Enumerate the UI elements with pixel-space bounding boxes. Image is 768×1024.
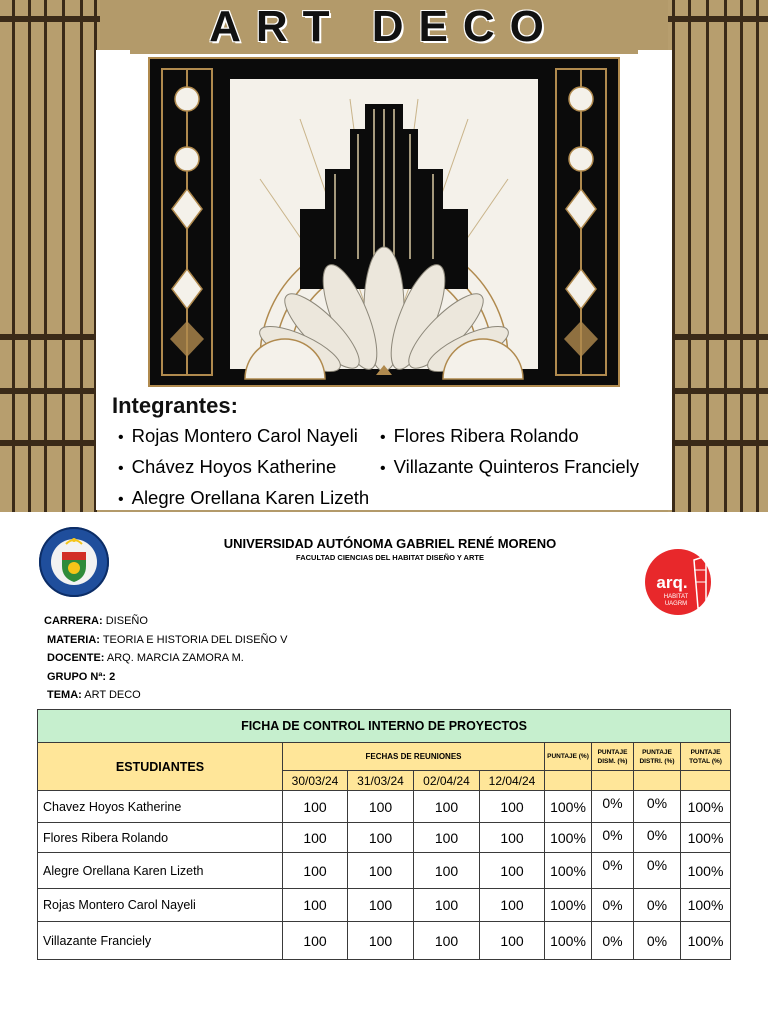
total-cell: 100% — [681, 853, 731, 889]
faculty-name: FACULTAD CIENCIAS DEL HABITAT DISEÑO Y ARTE — [296, 553, 484, 562]
score-cell: 100 — [414, 853, 480, 889]
arq-habitat-logo — [636, 548, 720, 616]
header-puntaje-total: PUNTAJE TOTAL (%) — [681, 743, 731, 771]
puntaje-cell: 100% — [545, 823, 592, 853]
header-date: 02/04/24 — [414, 771, 480, 791]
member-item: • Chávez Hoyos Katherine — [118, 452, 369, 483]
distri-cell: 0% — [634, 853, 681, 889]
header-blank — [545, 771, 592, 791]
members-heading: Integrantes: — [112, 393, 238, 418]
course-meta — [44, 612, 287, 705]
distri-cell: 0% — [634, 791, 681, 823]
score-cell: 100 — [480, 823, 545, 853]
members-list-right — [380, 421, 639, 483]
total-cell: 100% — [681, 922, 731, 960]
header-date: 31/03/24 — [348, 771, 414, 791]
right-wood-panel — [668, 0, 768, 512]
score-cell: 100 — [348, 889, 414, 922]
control-table — [37, 709, 731, 960]
header-date: 12/04/24 — [480, 771, 545, 791]
distri-cell: 0% — [634, 889, 681, 922]
cover-title: ART DECO — [209, 2, 559, 51]
university-seal-logo — [38, 526, 110, 598]
student-name: Rojas Montero Carol Nayeli — [38, 889, 283, 922]
score-cell: 100 — [348, 922, 414, 960]
meta-materia: MATERIA: TEORIA E HISTORIA DEL DISEÑO V — [47, 633, 288, 646]
score-cell: 100 — [480, 922, 545, 960]
left-wood-panel — [0, 0, 100, 512]
student-name: Villazante Franciely — [38, 922, 283, 960]
student-name: Alegre Orellana Karen Lizeth — [38, 853, 283, 889]
header-puntaje-distri: PUNTAJE DISTRI. (%) — [634, 743, 681, 771]
meta-carrera: CARRERA: DISEÑO — [44, 615, 148, 627]
member-item: • Alegre Orellana Karen Lizeth — [118, 483, 369, 512]
distri-cell: 0% — [634, 922, 681, 960]
score-cell: 100 — [283, 791, 348, 823]
student-name: Flores Ribera Rolando — [38, 823, 283, 853]
student-name: Chavez Hoyos Katherine — [38, 791, 283, 823]
members-block — [112, 393, 668, 508]
total-cell: 100% — [681, 889, 731, 922]
header-blank — [592, 771, 634, 791]
header-students: ESTUDIANTES — [38, 743, 283, 791]
score-cell: 100 — [283, 889, 348, 922]
art-deco-graphic — [150, 59, 618, 385]
header-blank — [681, 771, 731, 791]
score-cell: 100 — [348, 823, 414, 853]
table-row — [38, 853, 731, 889]
svg-text:arq.: arq. — [656, 573, 688, 592]
score-cell: 100 — [480, 889, 545, 922]
meta-docente: DOCENTE: ARQ. MARCIA ZAMORA M. — [47, 652, 244, 664]
score-cell: 100 — [480, 791, 545, 823]
member-item: • Villazante Quinteros Franciely — [380, 452, 639, 483]
member-item: • Flores Ribera Rolando — [380, 421, 639, 452]
score-cell: 100 — [283, 922, 348, 960]
meta-grupo: GRUPO Nª: 2 — [47, 670, 116, 683]
header-date: 30/03/24 — [283, 771, 348, 791]
score-cell: 100 — [414, 791, 480, 823]
score-cell: 100 — [348, 853, 414, 889]
members-list-left — [118, 421, 369, 512]
distri-cell: 0% — [634, 823, 681, 853]
score-cell: 100 — [414, 823, 480, 853]
score-cell: 100 — [480, 853, 545, 889]
score-cell: 100 — [414, 922, 480, 960]
table-row — [38, 889, 731, 922]
university-name: UNIVERSIDAD AUTÓNOMA GABRIEL RENÉ MORENO — [223, 536, 557, 551]
meta-tema: TEMA: ART DECO — [47, 689, 141, 701]
score-cell: 100 — [414, 889, 480, 922]
header-puntaje-dism: PUNTAJE DISM. (%) — [592, 743, 634, 771]
dism-cell: 0% — [592, 791, 634, 823]
puntaje-cell: 100% — [545, 922, 592, 960]
puntaje-cell: 100% — [545, 791, 592, 823]
header-puntaje: PUNTAJE (%) — [545, 743, 592, 771]
dism-cell: 0% — [592, 922, 634, 960]
score-cell: 100 — [283, 823, 348, 853]
total-cell: 100% — [681, 823, 731, 853]
dism-cell: 0% — [592, 853, 634, 889]
dism-cell: 0% — [592, 823, 634, 853]
member-item: • Rojas Montero Carol Nayeli — [118, 421, 369, 452]
table-row — [38, 922, 731, 960]
table-row — [38, 823, 731, 853]
score-cell: 100 — [348, 791, 414, 823]
art-deco-illustration — [148, 57, 620, 387]
dism-cell: 0% — [592, 889, 634, 922]
table-title: FICHA DE CONTROL INTERNO DE PROYECTOS — [38, 710, 731, 743]
header-dates: FECHAS DE REUNIONES — [283, 743, 545, 771]
svg-text:UAGRM: UAGRM — [664, 601, 688, 607]
total-cell: 100% — [681, 791, 731, 823]
puntaje-cell: 100% — [545, 889, 592, 922]
table-row — [38, 791, 731, 823]
puntaje-cell: 100% — [545, 853, 592, 889]
score-cell: 100 — [283, 853, 348, 889]
svg-text:HABITAT: HABITAT — [663, 594, 689, 600]
title-banner — [130, 0, 638, 54]
header-blank — [634, 771, 681, 791]
